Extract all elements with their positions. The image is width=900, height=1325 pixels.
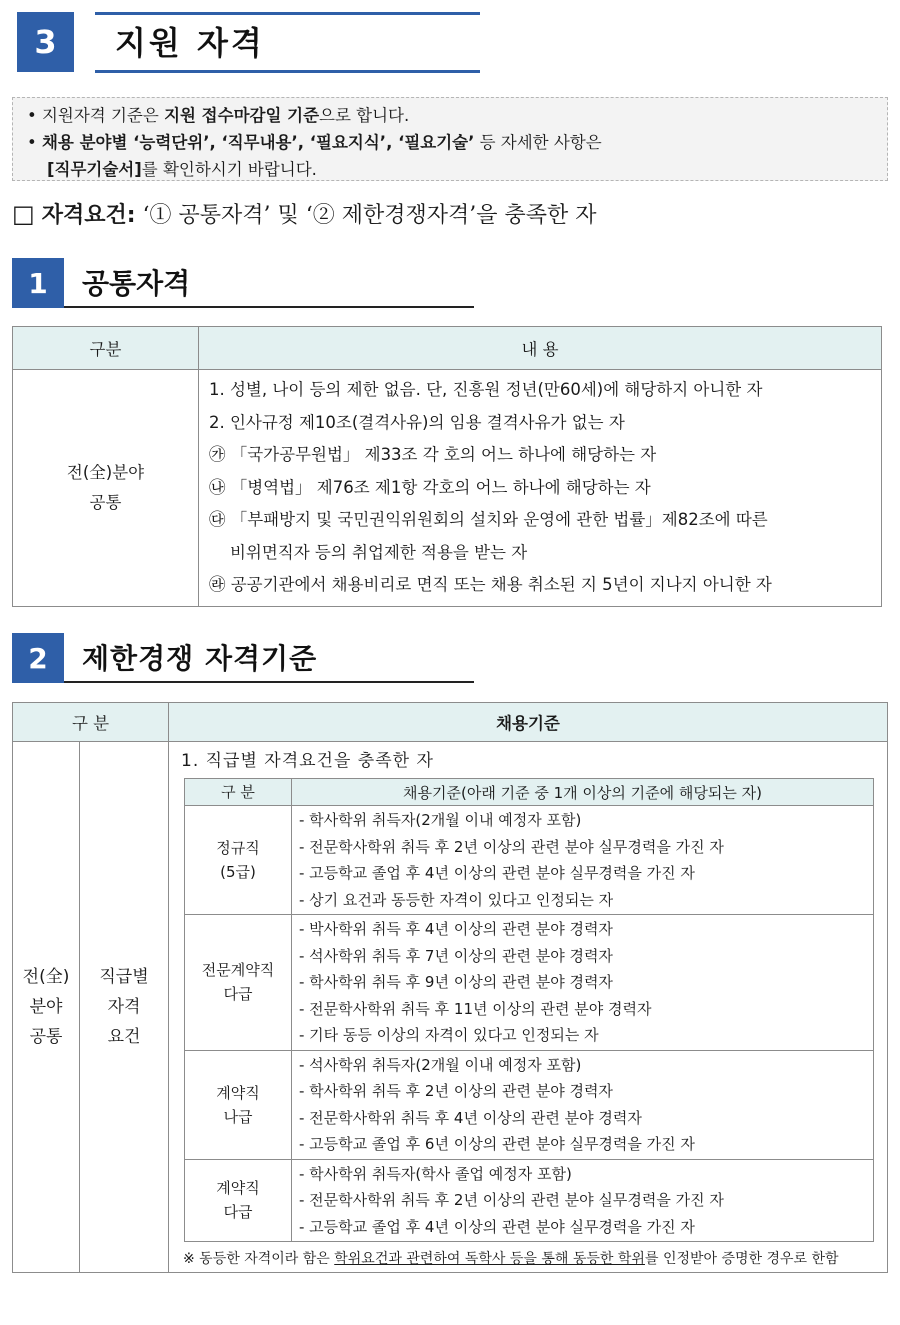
section-number-badge: 2 xyxy=(12,633,64,683)
list-item: - 석사학위 취득자(2개월 이내 예정자 포함) xyxy=(299,1055,582,1074)
list-item: ㉰ 「부패방지 및 국민권익위원회의 설치와 운영에 관한 법률」제82조에 따른 xyxy=(209,510,768,529)
table-header-row xyxy=(13,327,882,370)
checkbox-icon: □ xyxy=(12,200,35,228)
list-item: - 전문학사학위 취득 후 4년 이상의 관련 분야 경력자 xyxy=(299,1108,642,1127)
category-grade: 직급별 자격 요건 xyxy=(80,742,169,1273)
table-header-category: 구 분 xyxy=(13,703,169,742)
criteria-cell xyxy=(169,742,888,1273)
requirement-text: ‘① 공통자격’ 및 ‘② 제한경쟁자격’을 충족한 자 xyxy=(142,203,597,228)
table-header-row: 구 분 채용기준(아래 기준 중 1개 이상의 기준에 해당되는 자) xyxy=(185,779,874,806)
list-item: - 학사학위 취득자(2개월 이내 예정자 포함) xyxy=(299,811,582,829)
list-item: - 학사학위 취득 후 9년 이상의 관련 분야 경력자 xyxy=(299,973,613,991)
table-row xyxy=(13,742,888,1273)
section-title: 공통자격 xyxy=(82,267,191,300)
table-row xyxy=(185,915,874,1051)
section-number-badge: 1 xyxy=(12,258,64,308)
list-item: - 고등학교 졸업 후 4년 이상의 관련 분야 실무경력을 가진 자 xyxy=(299,864,695,882)
requirement-line xyxy=(12,198,596,229)
notice-line: [직무기술서]를 확인하시기 바랍니다. xyxy=(47,160,317,179)
list-item: - 기타 동등 이상의 자격이 있다고 인정되는 자 xyxy=(299,1026,599,1044)
grade-label: 전문계약직 다급 xyxy=(185,915,292,1051)
section-bottom-rule xyxy=(95,70,480,73)
list-item: - 전문학사학위 취득 후 2년 이상의 관련 분야 실무경력을 가진 자 xyxy=(299,1191,724,1209)
notice-box xyxy=(12,97,888,181)
list-item: ㉯ 「병역법」 제76조 제1항 각호의 어느 하나에 해당하는 자 xyxy=(209,477,651,497)
grade-criteria-table xyxy=(184,778,874,1242)
page-title: 지원 자격 xyxy=(115,24,265,62)
section-rule xyxy=(64,681,474,683)
table-row xyxy=(185,1050,874,1159)
list-item: - 고등학교 졸업 후 4년 이상의 관련 분야 실무경력을 가진 자 xyxy=(299,1217,695,1236)
list-item: - 상기 요건과 동등한 자격이 있다고 인정되는 자 xyxy=(299,890,614,909)
criteria-intro: 1. 직급별 자격요건을 충족한 자 xyxy=(181,751,434,771)
list-item: 비위면직자 등의 취업제한 적용을 받는 자 xyxy=(209,542,528,562)
section-rule xyxy=(64,306,474,308)
row-content xyxy=(199,370,882,607)
category-scope: 전(全) 분야 공통 xyxy=(13,742,80,1273)
table-row xyxy=(185,1159,874,1242)
footnote: ※ 동등한 자격이라 함은 학위요건과 관련하여 독학사 등을 통해 동등한 학위를 인정받아 증명한 경우로 한함 xyxy=(183,1251,839,1267)
list-item: - 석사학위 취득 후 7년 이상의 관련 분야 경력자 xyxy=(299,946,613,965)
grade-items xyxy=(292,915,874,1051)
table-row xyxy=(185,806,874,915)
section-number: 3 xyxy=(34,23,57,61)
list-item: - 전문학사학위 취득 후 11년 이상의 관련 분야 경력자 xyxy=(299,999,652,1018)
notice-line: • 지원자격 기준은 지원 접수마감일 기준으로 합니다. xyxy=(27,106,410,125)
list-item: ㉮ 「국가공무원법」 제33조 각 호의 어느 하나에 해당하는 자 xyxy=(209,445,657,464)
table-header-category: 구분 xyxy=(13,327,199,370)
grade-label: 계약직 다급 xyxy=(185,1159,292,1242)
notice-line: • 채용 분야별 ‘능력단위’, ‘직무내용’, ‘필요지식’, ‘필요기술’ 등 자세한 사항은 xyxy=(27,133,602,152)
row-category: 전(全)분야 공통 xyxy=(13,370,199,607)
list-item: 2. 인사규정 제10조(결격사유)의 임용 결격사유가 없는 자 xyxy=(209,412,625,432)
list-item: ㉱ 공공기관에서 채용비리로 면직 또는 채용 취소된 지 5년이 지나지 아니한 자 xyxy=(209,575,772,594)
list-item: - 전문학사학위 취득 후 2년 이상의 관련 분야 실무경력을 가진 자 xyxy=(299,837,724,856)
table-header-row xyxy=(13,703,888,742)
list-item: - 박사학위 취득 후 4년 이상의 관련 분야 경력자 xyxy=(299,920,613,938)
section-title: 제한경쟁 자격기준 xyxy=(82,642,318,675)
section-number-badge xyxy=(17,12,74,72)
table-header-content: 내 용 xyxy=(199,327,882,370)
grade-label: 계약직 나급 xyxy=(185,1050,292,1159)
restricted-qualification-table xyxy=(12,702,888,1273)
requirement-label: 자격요건: xyxy=(41,203,136,228)
table-header-content: 채용기준 xyxy=(169,703,888,742)
grade-items xyxy=(292,806,874,915)
list-item: - 학사학위 취득자(학사 졸업 예정자 포함) xyxy=(299,1164,572,1183)
list-item: 1. 성별, 나이 등의 제한 없음. 단, 진흥원 정년(만60세)에 해당하지 아니한 자 xyxy=(209,380,763,399)
section-top-rule xyxy=(95,12,480,15)
table-row xyxy=(13,370,882,607)
grade-label: 정규직 (5급) xyxy=(185,806,292,915)
common-qualification-table xyxy=(12,326,882,607)
list-item: - 학사학위 취득 후 2년 이상의 관련 분야 경력자 xyxy=(299,1082,613,1100)
list-item: - 고등학교 졸업 후 6년 이상의 관련 분야 실무경력을 가진 자 xyxy=(299,1135,695,1153)
grade-items xyxy=(292,1159,874,1242)
grade-items xyxy=(292,1050,874,1159)
